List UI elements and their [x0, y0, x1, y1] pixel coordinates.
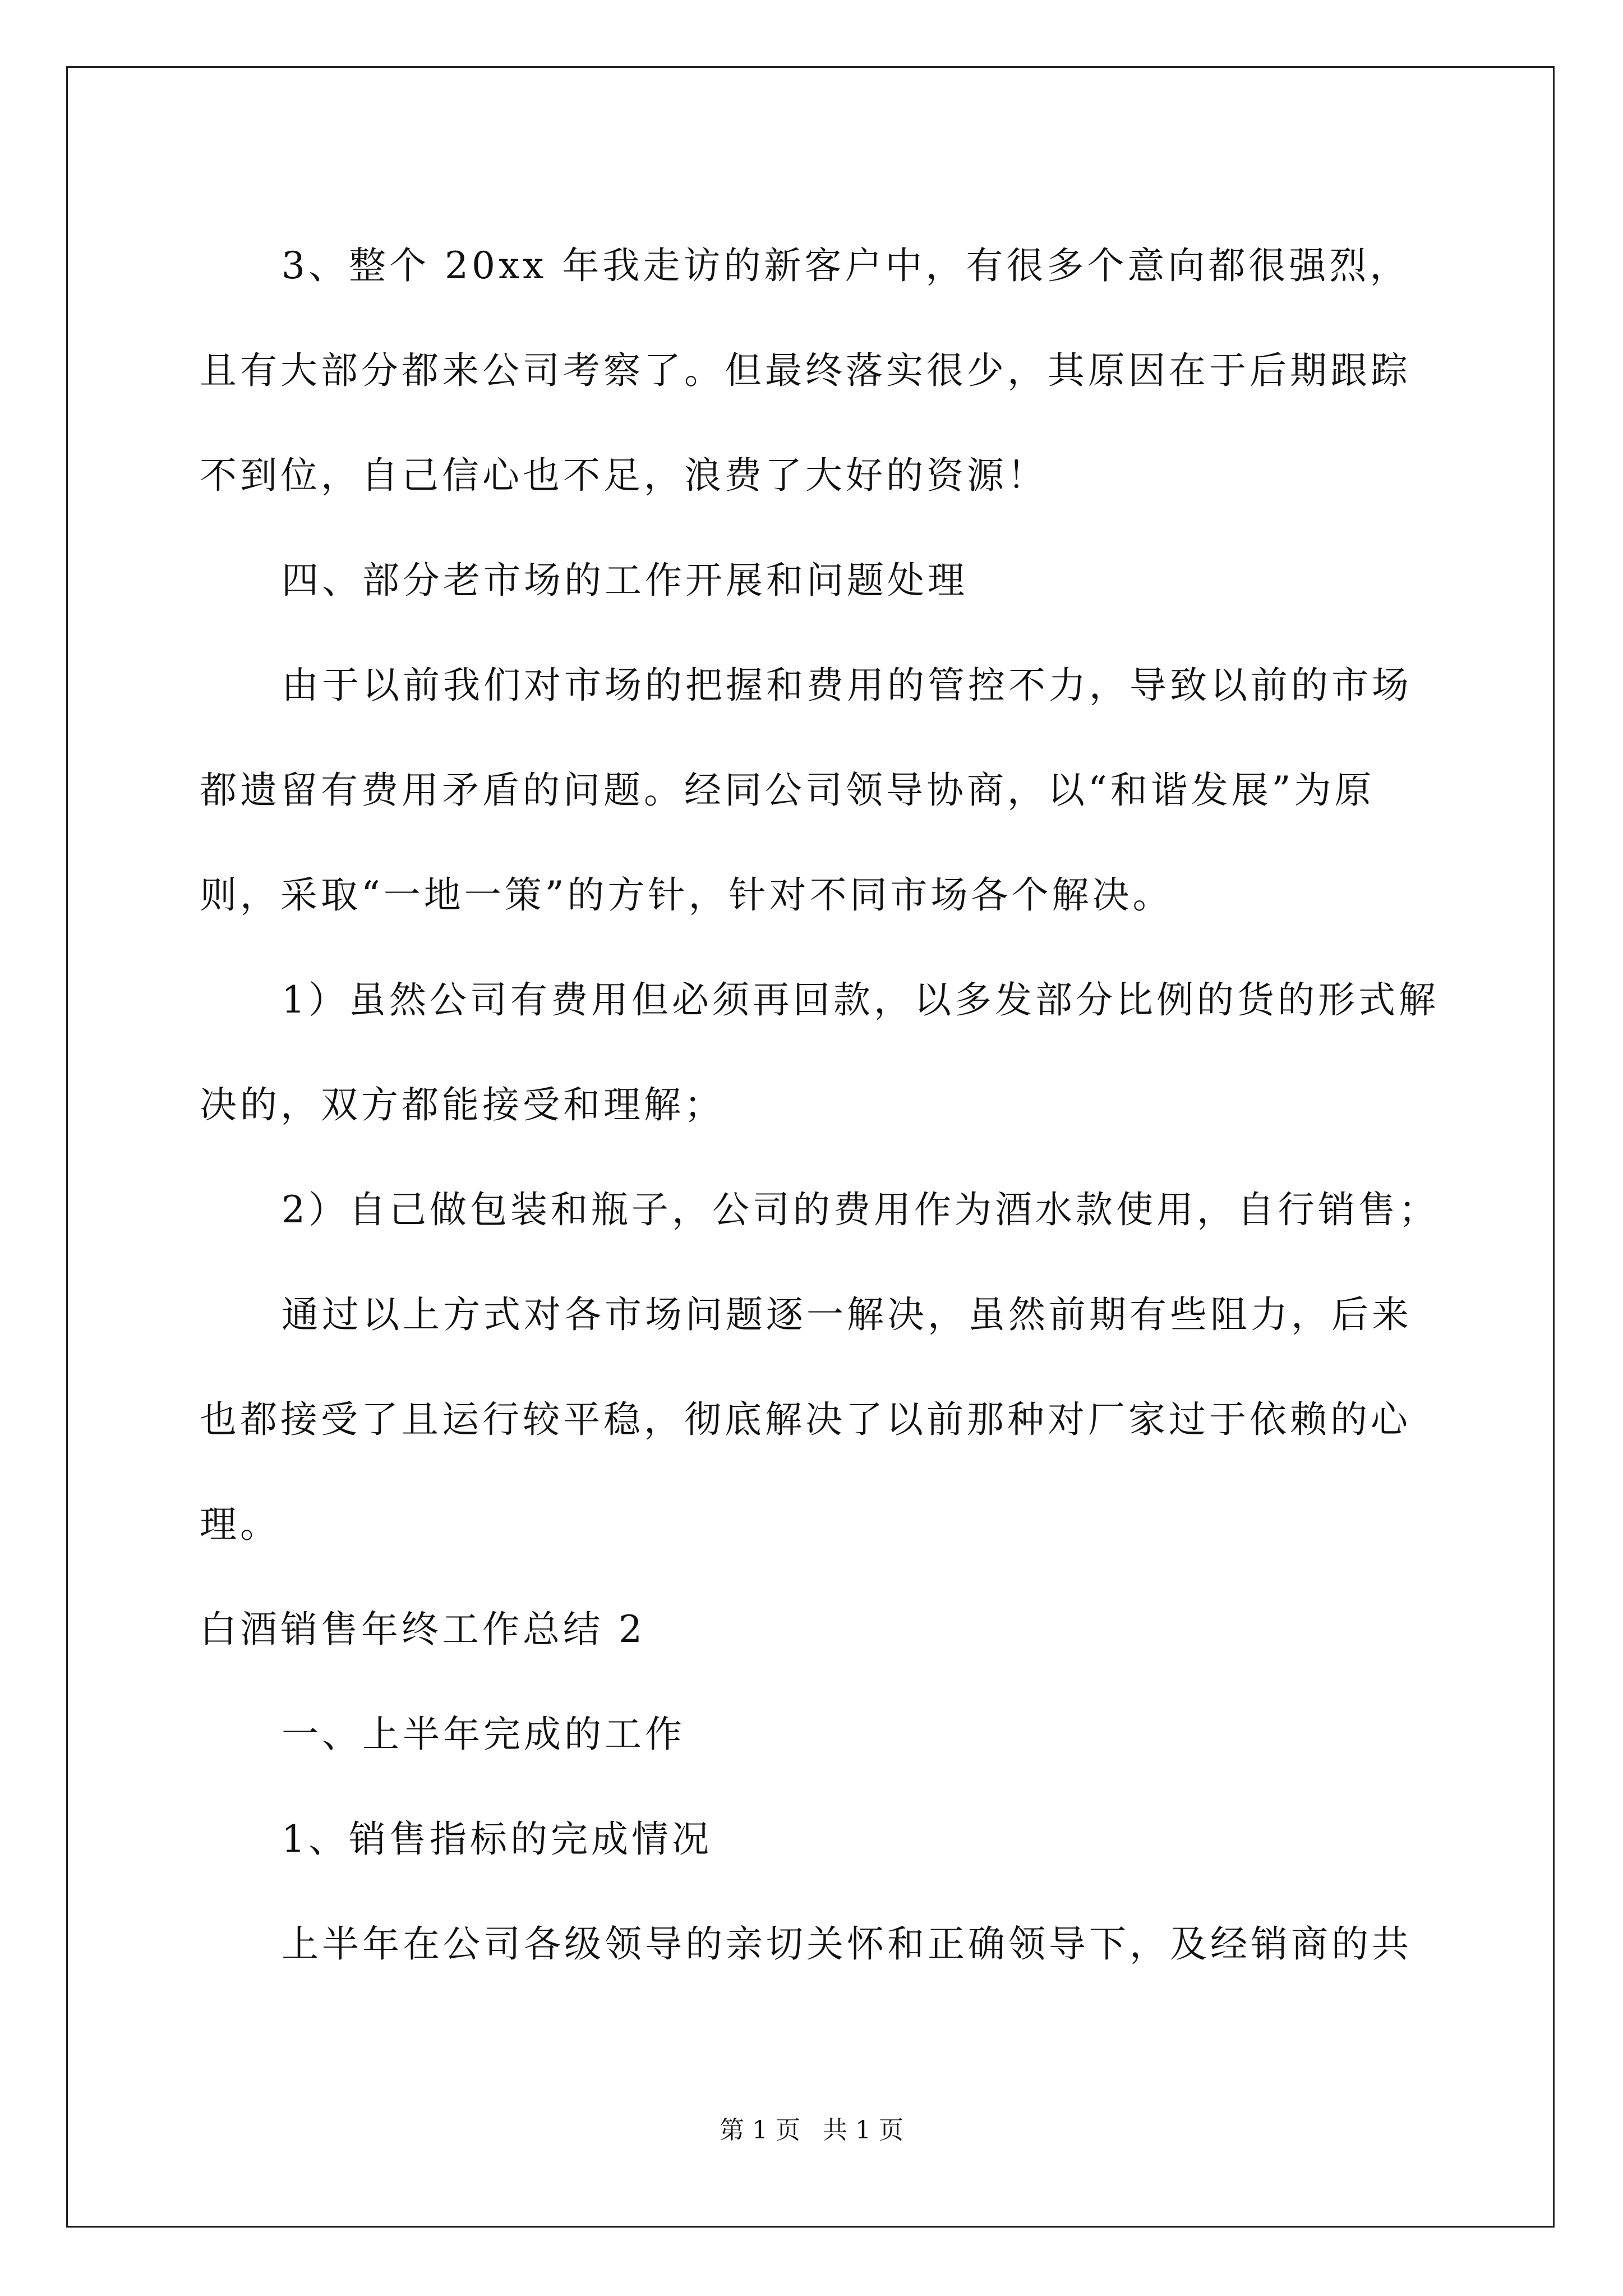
subheading-sales-targets: 1、销售指标的完成情况	[282, 1818, 712, 1861]
paragraph-first-half-intro: 上半年在公司各级领导的亲切关怀和正确领导下，及经销商的共	[282, 1922, 1412, 1966]
document-section-title: 白酒销售年终工作总结 2	[200, 1608, 645, 1651]
list-item-2: 2）自己做包装和瓶子，公司的费用作为酒水款使用，自行销售；	[282, 1188, 1439, 1231]
paragraph-cost-control: 由于以前我们对市场的把握和费用的管控不力，导致以前的市场都遗留有费用矛盾的问题。经同公司领导协商，以“和谐发展”为原则，采取“一地一策”的方针，针对不同市场各个解决。	[200, 664, 1412, 917]
page-number: 第 1 页	[720, 2116, 800, 2145]
paragraph-new-clients: 3、整个 20xx 年我走访的新客户中，有很多个意向都很强烈，且有大部分都来公司考察了。但最终落实很少，其原因在于后期跟踪不到位，自己信心也不足，浪费了大好的资源！	[200, 244, 1411, 497]
section-heading-old-markets: 四、部分老市场的工作开展和问题处理	[282, 559, 968, 602]
section-heading-first-half: 一、上半年完成的工作	[282, 1713, 685, 1756]
paragraph-resolution: 通过以上方式对各市场问题逐一解决，虽然前期有些阻力，后来也都接受了且运行较平稳，彻底解决了以前那种对厂家过于依赖的心理。	[200, 1293, 1412, 1546]
document-body	[200, 213, 1450, 1996]
list-item-1: 1）虽然公司有费用但必须再回款，以多发部分比例的货的形式解决的，双方都能接受和理解；	[200, 978, 1439, 1126]
page-footer	[0, 2114, 1623, 2147]
page-total: 共 1 页	[823, 2116, 903, 2145]
